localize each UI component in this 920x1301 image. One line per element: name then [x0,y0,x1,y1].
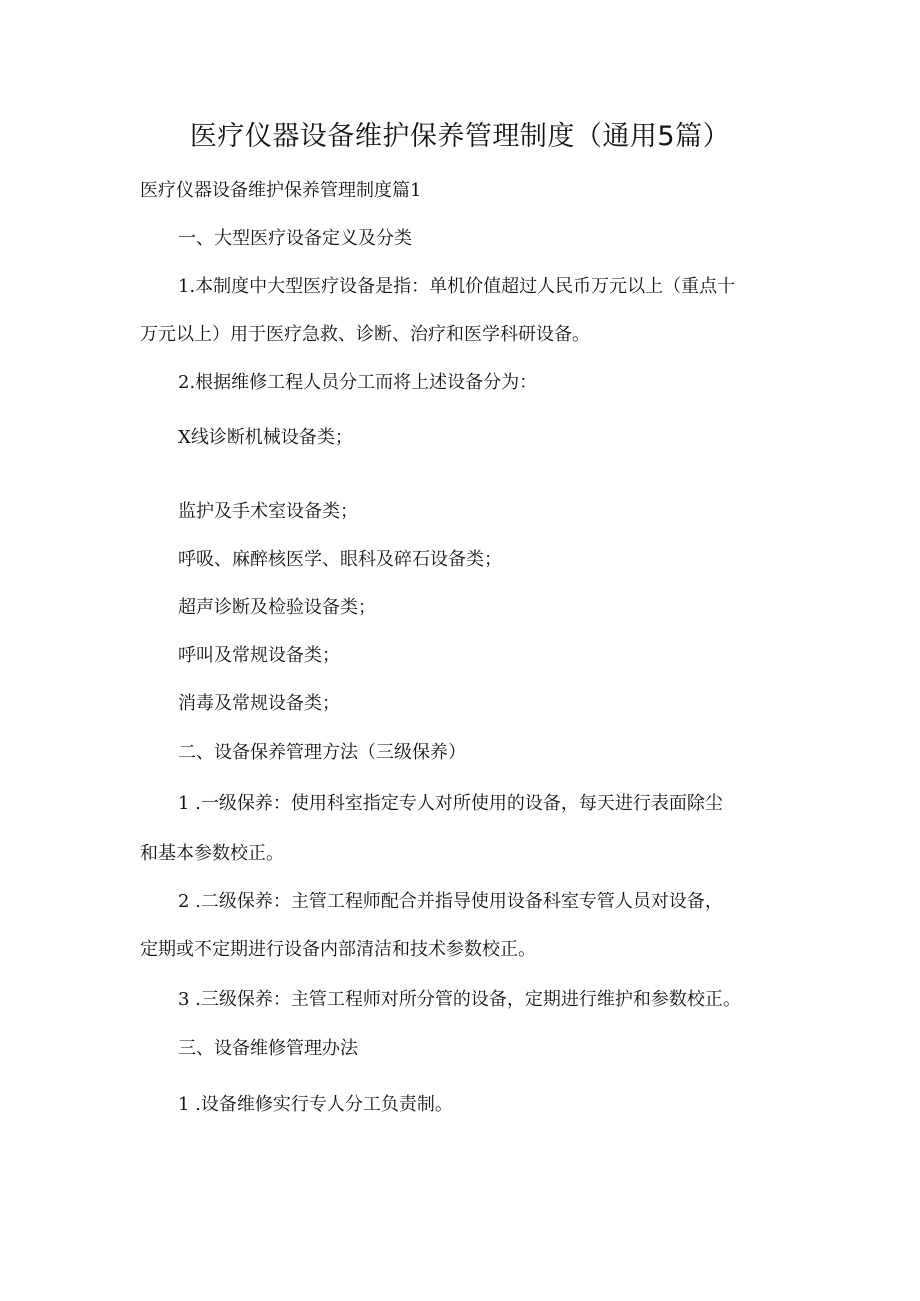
paragraph-line: 一、大型医疗设备定义及分类 [178,228,412,249]
paragraph-line: 3 .三级保养：主管工程师对所分管的设备，定期进行维护和参数校正。 [178,989,741,1010]
paragraph-line: 三、设备维修管理办法 [178,1038,358,1059]
paragraph-line: 2 .二级保养：主管工程师配合并指导使用设备科室专管人员对设备， [178,891,723,912]
paragraph-line: 1 .设备维修实行专人分工负责制。 [178,1094,453,1115]
paragraph-line: 呼吸、麻醉核医学、眼科及碎石设备类； [178,549,502,570]
paragraph-line: 消毒及常规设备类； [178,693,340,714]
paragraph-line: 和基本参数校正。 [140,843,284,864]
paragraph-line: 1 .一级保养：使用科室指定专人对所使用的设备，每天进行表面除尘 [178,793,723,814]
section-heading: 医疗仪器设备维护保养管理制度篇1 [140,180,422,201]
paragraph-line: 超声诊断及检验设备类； [178,597,376,618]
paragraph-line: 监护及手术室设备类； [178,501,358,522]
document-title: 医疗仪器设备维护保养管理制度（通用5篇） [189,121,731,152]
paragraph-line: 1.本制度中大型医疗设备是指：单机价值超过人民币万元以上（重点十 [178,276,736,297]
paragraph-line: 定期或不定期进行设备内部清洁和技术参数校正。 [140,939,536,960]
paragraph-line: 二、设备保养管理方法（三级保养） [178,742,466,763]
paragraph-line: 万元以上）用于医疗急救、诊断、治疗和医学科研设备。 [140,324,590,345]
paragraph-line: 呼叫及常规设备类； [178,645,340,666]
paragraph-line: X线诊断机械设备类； [178,427,353,448]
paragraph-line: 2.根据维修工程人员分工而将上述设备分为： [178,372,538,393]
